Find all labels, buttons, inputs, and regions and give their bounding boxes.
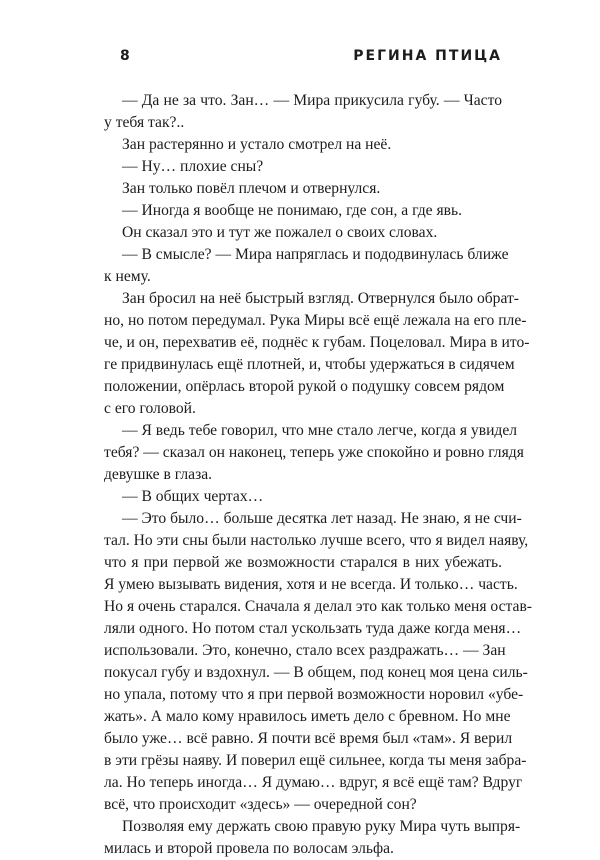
text-line: — В общих чертах… [122,488,264,505]
text-line: — Да не за что. Зан… — Мира прикусила губу. — Часто [122,92,502,109]
page-header [120,48,502,70]
text-line: девушке в глаза. [104,466,213,483]
text-line: к нему. [104,268,151,285]
text-line: но, но потом передумал. Рука Миры всё ещё лежала на его пле- [104,312,527,329]
running-title: РЕГИНА ПТИЦА [353,48,502,64]
text-line: Зан только повёл плечом и отвернулся. [122,180,381,197]
text-line: что я при первой же возможности старался в них убежать. [104,554,502,571]
text-line: покусал губу и вздохнул. — В общем, под конец моя цена силь- [104,664,528,681]
text-line: всё, что происходит «здесь» — очередной сон? [104,796,417,813]
text-line: жать». А мало кому нравилось иметь дело с бревном. Но мне [104,708,511,725]
text-line: ла. Но теперь иногда… Я думаю… вдруг, я всё ещё там? Вдруг [104,774,523,791]
text-line: у тебя так?.. [104,114,185,131]
text-line: тал. Но эти сны были настолько лучше всего, что я видел наяву, [104,532,529,549]
text-line: Зан растерянно и устало смотрел на неё. [122,136,392,153]
text-line: — Ну… плохие сны? [122,158,264,175]
text-line: ляли одного. Но потом стал ускользать туда даже когда меня… [104,620,522,637]
text-line: милась и второй провела по волосам эльфа. [104,840,394,857]
body-text [104,90,533,860]
text-line: но упала, потому что я при первой возможности норовил «убе- [104,686,524,703]
text-line: — Я ведь тебе говорил, что мне стало легче, когда я увидел [122,422,518,439]
text-line: было уже… всё равно. Я почти всё время был «там». Я верил [104,730,513,747]
page-number: 8 [120,48,131,64]
text-line: в эти грёзы наяву. И поверил ещё сильнее, когда ты меня забра- [104,752,527,769]
text-line: Но я очень старался. Сначала я делал это как только меня остав- [104,598,533,615]
text-line: положении, опёрлась второй рукой о подушку совсем рядом [104,378,505,395]
text-line: Зан бросил на неё быстрый взгляд. Отвернулся было обрат- [122,290,519,307]
text-line: — Это было… больше десятка лет назад. Не знаю, я не счи- [122,510,522,527]
text-line: — Иногда я вообще не понимаю, где сон, а где явь. [122,202,463,219]
text-line: Позволяя ему держать свою правую руку Мира чуть выпря- [122,818,521,835]
text-line: тебя? — сказал он наконец, теперь уже спокойно и ровно глядя [104,444,524,461]
text-line: ге придвинулась ещё плотней, и, чтобы удержаться в сидячем [104,356,515,373]
text-line: Он сказал это и тут же пожалел о своих словах. [122,224,438,241]
text-line: Я умею вызывать видения, хотя и не всегда. И только… часть. [104,576,518,593]
text-line: использовали. Это, конечно, стало всех раздражать… — Зан [104,642,506,659]
text-line: — В смысле? — Мира напряглась и пододвинулась ближе [122,246,509,263]
text-line: че, и он, перехватив её, поднёс к губам. Поцеловал. Мира в ито- [104,334,530,351]
text-line: с его головой. [104,400,196,417]
